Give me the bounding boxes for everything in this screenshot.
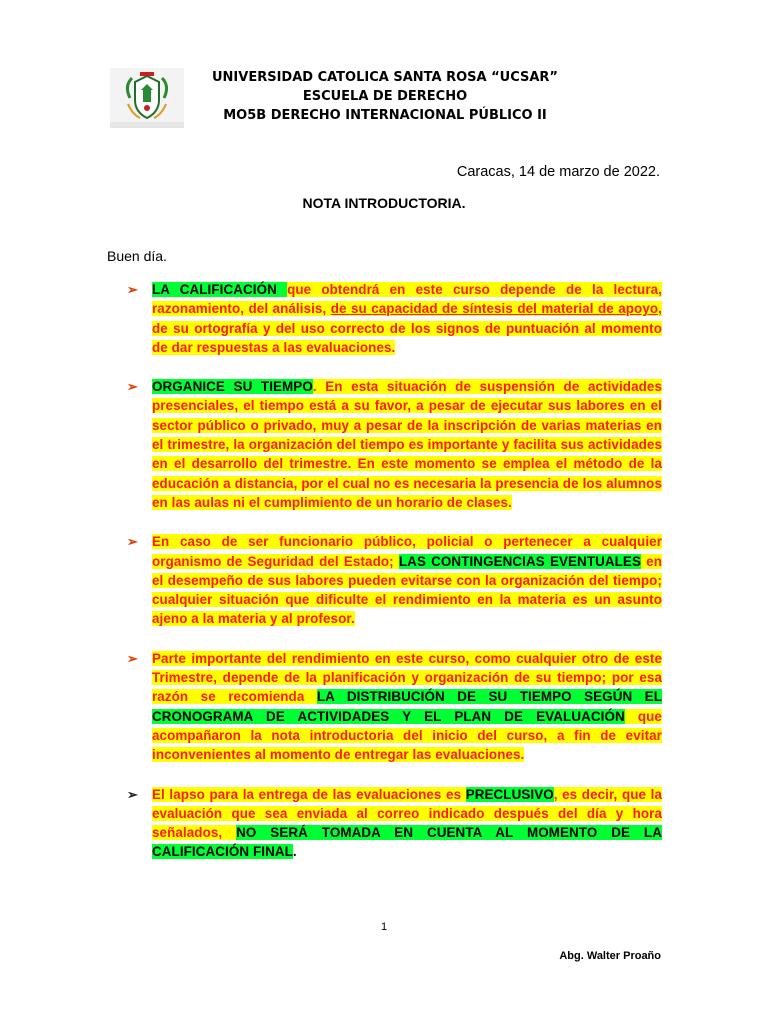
university-name: UNIVERSIDAD CATOLICA SANTA ROSA “UCSAR” [212, 70, 558, 85]
bullet-text-segment: ORGANICE SU TIEMPO [152, 379, 313, 395]
bullet-text-segment: En caso de ser funcionario público, policial o pertenecer a cualquier organismo de Seguridad del Estado; [152, 534, 662, 569]
bullet-item [127, 280, 662, 357]
course-name: MO5B DERECHO INTERNACIONAL PÚBLICO II [223, 108, 547, 123]
bullet-text-segment: , es decir, que la evaluación que sea enviada al correo indicado después del día y hora señalados, [152, 786, 662, 841]
bullet-item [127, 532, 662, 628]
arrow-bullet-icon: ➢ [127, 534, 138, 550]
page-number: 1 [380, 921, 388, 933]
arrow-bullet-icon: ➢ [127, 786, 138, 802]
bullet-text-segment: PRECLUSIVO [465, 786, 554, 802]
bullet-text-segment: que obtendrá en este curso depende de la lectura, razonamiento, del análisis, [152, 282, 662, 317]
arrow-bullet-icon: ➢ [127, 379, 138, 395]
bullet-text-segment: LA CALIFICACIÓN [152, 282, 288, 297]
bullet-text-segment: de su capacidad de síntesis del material de apoyo [330, 301, 659, 317]
bullet-text-segment: . En esta situación de suspensión de actividades presenciales, el tiempo está a su favor, a pesar de ejecutar sus labores en el sector público o privado, muy a pesar de la inscripción de varias materias en el trimestre, la organización del tiempo es importante y facilita sus actividades en el desarrollo del trimestre. En este momento se emplea el método de la educación a distancia, por el cual no es necesaria la presencia de los alumnos en las aulas ni el cumplimiento de un horario de clases. [152, 379, 663, 510]
bullet-text-segment: NO SERÁ TOMADA EN CUENTA AL MOMENTO DE LA CALIFICACIÓN FINAL [152, 825, 662, 860]
bullet-text-segment: LA DISTRIBUCIÓN DE SU TIEMPO SEGÚN EL CRONOGRAMA DE ACTIVIDADES Y EL PLAN DE EVALUACIÓN [152, 689, 662, 724]
bullet-item [127, 377, 662, 512]
school-name: ESCUELA DE DERECHO [302, 89, 468, 104]
bullet-text-segment: en el desempeño de sus labores pueden evitarse con la organización del tiempo; cualquier situación que dificulte el rendimiento en la materia es un asunto ajeno a la materia y al profesor. [152, 553, 663, 627]
greeting: Buen día. [107, 248, 167, 264]
bullet-item [127, 649, 662, 765]
bullet-text-segment: Parte importante del rendimiento en este curso, como cualquier otro de este Trimestre, depende de la planificación y organización de su tiempo; por esa razón se recomienda [152, 650, 662, 705]
arrow-bullet-icon: ➢ [127, 650, 138, 666]
bullet-text-segment: LAS CONTINGENCIAS EVENTUALES [398, 553, 641, 569]
bullet-text-segment: El lapso para la entrega de las evaluaciones es [152, 786, 466, 802]
bullet-list [127, 280, 662, 862]
bullet-item [127, 785, 662, 862]
document-date: Caracas, 14 de marzo de 2022. [456, 164, 660, 180]
document-header [200, 68, 570, 125]
bullet-text-segment: que acompañaron la nota introductoria del inicio del curso, a fin de evitar inconvenientes al momento de entregar las evaluaciones. [152, 708, 662, 763]
bullet-text-segment: , de su ortografía y del uso correcto de los signos de puntuación al momento de dar respuestas a las evaluaciones. [152, 301, 662, 355]
university-logo [110, 68, 184, 128]
arrow-bullet-icon: ➢ [127, 282, 138, 297]
document-title: NOTA INTRODUCTORIA. [302, 195, 466, 211]
signature: Abg. Walter Proaño [559, 950, 661, 962]
bullet-text-segment: . [292, 844, 297, 860]
